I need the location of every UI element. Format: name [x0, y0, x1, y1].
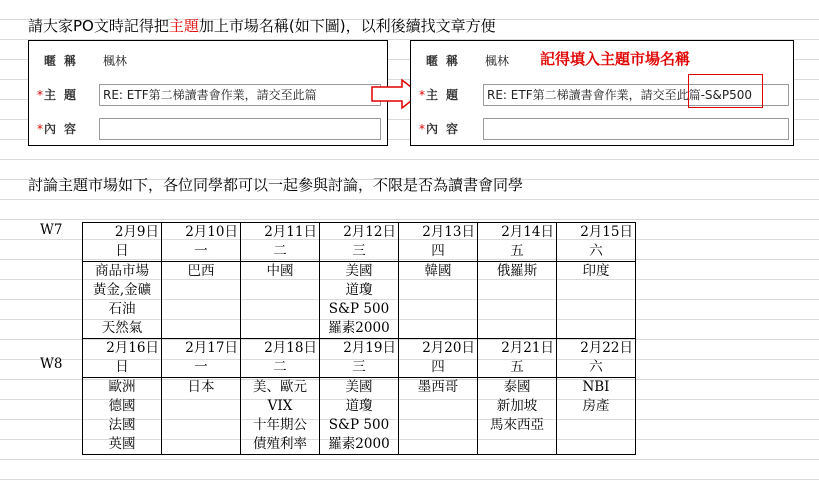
subject-input[interactable] — [99, 84, 381, 106]
table-cell: 石油 — [83, 300, 162, 319]
table-cell: 德國 — [83, 397, 162, 416]
content-label: * 內容 — [419, 122, 466, 136]
subject-label: * 主題 — [37, 88, 84, 102]
nickname-value: 楓林 — [485, 54, 510, 68]
date-row — [83, 339, 636, 359]
topic-row — [83, 416, 636, 435]
table-cell: 泰國 — [478, 378, 557, 398]
section-title: 討論主題市場如下，各位同學都可以一起參與討論，不限是否為讀書會同學 — [28, 176, 524, 194]
table-cell: 法國 — [83, 416, 162, 435]
table-cell: 四 — [399, 358, 478, 378]
nickname-label: 暱稱 — [43, 54, 84, 68]
table-cell — [557, 416, 636, 435]
table-cell — [399, 281, 478, 300]
headline-before: 請大家PO文時記得把 — [28, 17, 169, 35]
table-cell: 2月13日 — [399, 223, 478, 243]
table-cell: 2月14日 — [478, 223, 557, 243]
table-cell: 三 — [320, 358, 399, 378]
subject-input-value: RE: ETF第二梯讀書會作業，請交至此篇 — [103, 88, 317, 102]
nickname-value: 楓林 — [103, 54, 128, 68]
table-cell: 天然氣 — [83, 319, 162, 339]
topic-row — [83, 281, 636, 300]
table-cell: 巴西 — [162, 262, 241, 282]
table-cell: 商品市場 — [83, 262, 162, 282]
table-cell — [162, 397, 241, 416]
table-cell: 新加坡 — [478, 397, 557, 416]
table-cell: 2月22日 — [557, 339, 636, 359]
table-cell: 俄羅斯 — [478, 262, 557, 282]
table-cell: 道瓊 — [320, 281, 399, 300]
table-cell — [399, 319, 478, 339]
table-cell: 美、歐元 — [241, 378, 320, 398]
table-cell: S&P 500 — [320, 416, 399, 435]
instruction-headline — [28, 16, 496, 36]
table-cell — [162, 319, 241, 339]
subject-row — [29, 84, 387, 106]
topic-row — [83, 319, 636, 339]
topic-row — [83, 397, 636, 416]
table-cell: 2月10日 — [162, 223, 241, 243]
content-row — [29, 118, 387, 140]
table-cell: 四 — [399, 242, 478, 262]
table-cell — [478, 300, 557, 319]
table-cell: 日 — [83, 358, 162, 378]
table-cell: 2月16日 — [83, 339, 162, 359]
table-cell: 日 — [83, 242, 162, 262]
table-cell: 2月11日 — [241, 223, 320, 243]
table-cell — [478, 435, 557, 455]
table-cell: 一 — [162, 242, 241, 262]
table-cell — [162, 416, 241, 435]
headline-after: 加上市場名稱(如下圖)，以利後續找文章方便 — [198, 17, 496, 35]
table-cell: 2月21日 — [478, 339, 557, 359]
table-cell: 六 — [557, 242, 636, 262]
table-cell — [162, 281, 241, 300]
table-cell — [478, 319, 557, 339]
topic-row — [83, 300, 636, 319]
table-cell: 2月18日 — [241, 339, 320, 359]
week-label-w7: W7 — [40, 222, 63, 238]
table-cell — [557, 281, 636, 300]
form-panel-example-before — [28, 40, 388, 146]
table-cell: 道瓊 — [320, 397, 399, 416]
schedule-table — [82, 222, 636, 455]
table-cell: 羅素2000 — [320, 319, 399, 339]
topic-row — [83, 378, 636, 398]
table-cell — [241, 281, 320, 300]
table-cell: 三 — [320, 242, 399, 262]
table-cell — [557, 319, 636, 339]
table-cell — [399, 435, 478, 455]
table-cell: 2月19日 — [320, 339, 399, 359]
content-row — [411, 118, 793, 140]
subject-input-value: RE: ETF第二梯讀書會作業，請交至此篇-S&P500 — [487, 88, 753, 102]
table-cell: 墨西哥 — [399, 378, 478, 398]
table-cell: 五 — [478, 242, 557, 262]
topic-row — [83, 262, 636, 282]
table-cell — [241, 300, 320, 319]
table-cell: S&P 500 — [320, 300, 399, 319]
table-cell: 二 — [241, 242, 320, 262]
table-cell: 2月9日 — [83, 223, 162, 243]
headline-highlight: 主題 — [168, 17, 199, 35]
table-cell: 二 — [241, 358, 320, 378]
content-input[interactable] — [483, 118, 789, 140]
table-cell — [399, 397, 478, 416]
table-cell — [557, 435, 636, 455]
table-cell: VIX — [241, 397, 320, 416]
subject-label: * 主題 — [419, 88, 466, 102]
table-cell: 英國 — [83, 435, 162, 455]
table-cell: 美國 — [320, 262, 399, 282]
table-cell: 一 — [162, 358, 241, 378]
table-cell — [399, 300, 478, 319]
table-cell: 房產 — [557, 397, 636, 416]
content-input[interactable] — [99, 118, 381, 140]
table-cell: 十年期公 — [241, 416, 320, 435]
table-cell — [399, 416, 478, 435]
table-cell: 2月15日 — [557, 223, 636, 243]
table-cell: 歐洲 — [83, 378, 162, 398]
fill-market-note: 記得填入主題市場名稱 — [540, 50, 691, 68]
table-cell — [162, 300, 241, 319]
table-cell: 馬來西亞 — [478, 416, 557, 435]
table-cell: 五 — [478, 358, 557, 378]
table-cell: 六 — [557, 358, 636, 378]
nickname-row — [29, 50, 387, 72]
table-cell: 韓國 — [399, 262, 478, 282]
table-cell — [557, 300, 636, 319]
topic-row — [83, 435, 636, 455]
nickname-label: 暱稱 — [425, 54, 466, 68]
content-label: * 內容 — [37, 122, 84, 136]
table-cell — [241, 319, 320, 339]
table-cell: 2月12日 — [320, 223, 399, 243]
table-cell: 羅素2000 — [320, 435, 399, 455]
table-cell: 黃金,金礦 — [83, 281, 162, 300]
table-cell: 印度 — [557, 262, 636, 282]
table-cell: 美國 — [320, 378, 399, 398]
table-cell: 2月17日 — [162, 339, 241, 359]
market-name-highlight — [688, 74, 763, 108]
table-cell: 債殖利率 — [241, 435, 320, 455]
week-label-w8: W8 — [40, 356, 63, 372]
table-cell: 中國 — [241, 262, 320, 282]
table-cell — [162, 435, 241, 455]
weekday-row — [83, 358, 636, 378]
table-cell: NBI — [557, 378, 636, 398]
table-cell — [478, 281, 557, 300]
table-cell: 2月20日 — [399, 339, 478, 359]
date-row — [83, 223, 636, 243]
table-cell: 日本 — [162, 378, 241, 398]
weekday-row — [83, 242, 636, 262]
